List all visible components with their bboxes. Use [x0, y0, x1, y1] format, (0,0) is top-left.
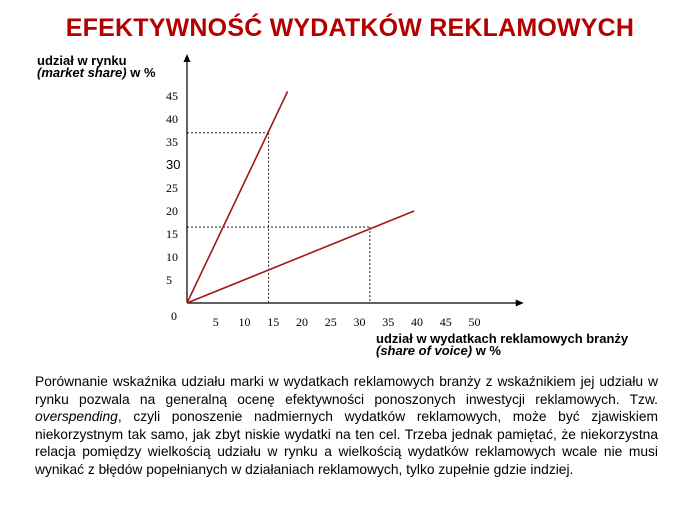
x-axis-label-english: (share of voice)	[376, 343, 473, 358]
y-axis-label-english: (market share)	[37, 65, 127, 80]
x-tick-label: 5	[212, 315, 219, 329]
chart-axes	[184, 54, 524, 307]
x-tick-label: 15	[267, 315, 280, 329]
series-line-2	[187, 211, 414, 303]
paragraph-part-2: , czyli ponoszenie nadmiernych wydatków reklamowych, może być zjawiskiem niekorzystnym tak samo, jak zbyt niskie wydatki na ten cel. Trzeba jednak pamiętać, że niekorzystna relacja pomiędzy wielkością udziału w rynku a wielkością wydatków reklamowych wcale nie musi wynikać z błędów popełnianych w działaniach reklamowych, tylko zupełnie gdzie indziej.	[35, 409, 658, 477]
y-axis-arrow	[184, 54, 191, 62]
y-tick-label: 30	[166, 157, 181, 172]
x-axis-label	[376, 333, 628, 357]
x-tick-label: 25	[324, 315, 337, 329]
x-tick-label: 45	[439, 315, 452, 329]
guide-lines	[187, 133, 370, 303]
x-tick-label: 10	[238, 315, 251, 329]
y-tick-label: 20	[166, 204, 178, 218]
paragraph-italic-term: overspending	[35, 409, 118, 424]
origin-label: 0	[171, 309, 177, 323]
y-tick-label: 45	[166, 89, 178, 103]
y-tick-label: 10	[166, 250, 178, 264]
y-tick-label: 35	[166, 135, 178, 149]
y-tick-label: 5	[166, 273, 172, 287]
paragraph-part-1: Porównanie wskaźnika udziału marki w wydatkach reklamowych branży z wskaźnikiem jej udziału w rynku pozwala na generalną ocenę efektywności ponoszonych inwestycji reklamowych. Tzw.	[35, 374, 658, 407]
chart-series	[187, 91, 414, 303]
x-tick-label: 20	[296, 315, 308, 329]
x-axis-label-line1: udział w wydatkach reklamowych branży	[376, 331, 629, 346]
page-title: EFEKTYWNOŚĆ WYDATKÓW REKLAMOWYCH	[65, 14, 635, 42]
x-tick-label: 35	[382, 315, 395, 329]
y-axis-label-unit: w %	[126, 65, 156, 80]
x-axis-arrow	[516, 300, 524, 307]
series-line-1	[187, 91, 288, 303]
x-tick-label: 40	[411, 315, 423, 329]
x-axis-label-line2	[376, 345, 628, 357]
x-axis-label-unit: w %	[472, 343, 501, 358]
y-axis-label-line1: udział w rynku	[37, 53, 127, 68]
y-tick-label: 40	[166, 112, 178, 126]
y-tick-label: 25	[166, 181, 178, 195]
x-tick-label: 30	[353, 315, 366, 329]
x-tick-label: 50	[468, 315, 481, 329]
description-paragraph	[35, 373, 658, 478]
y-tick-label: 15	[166, 227, 178, 241]
